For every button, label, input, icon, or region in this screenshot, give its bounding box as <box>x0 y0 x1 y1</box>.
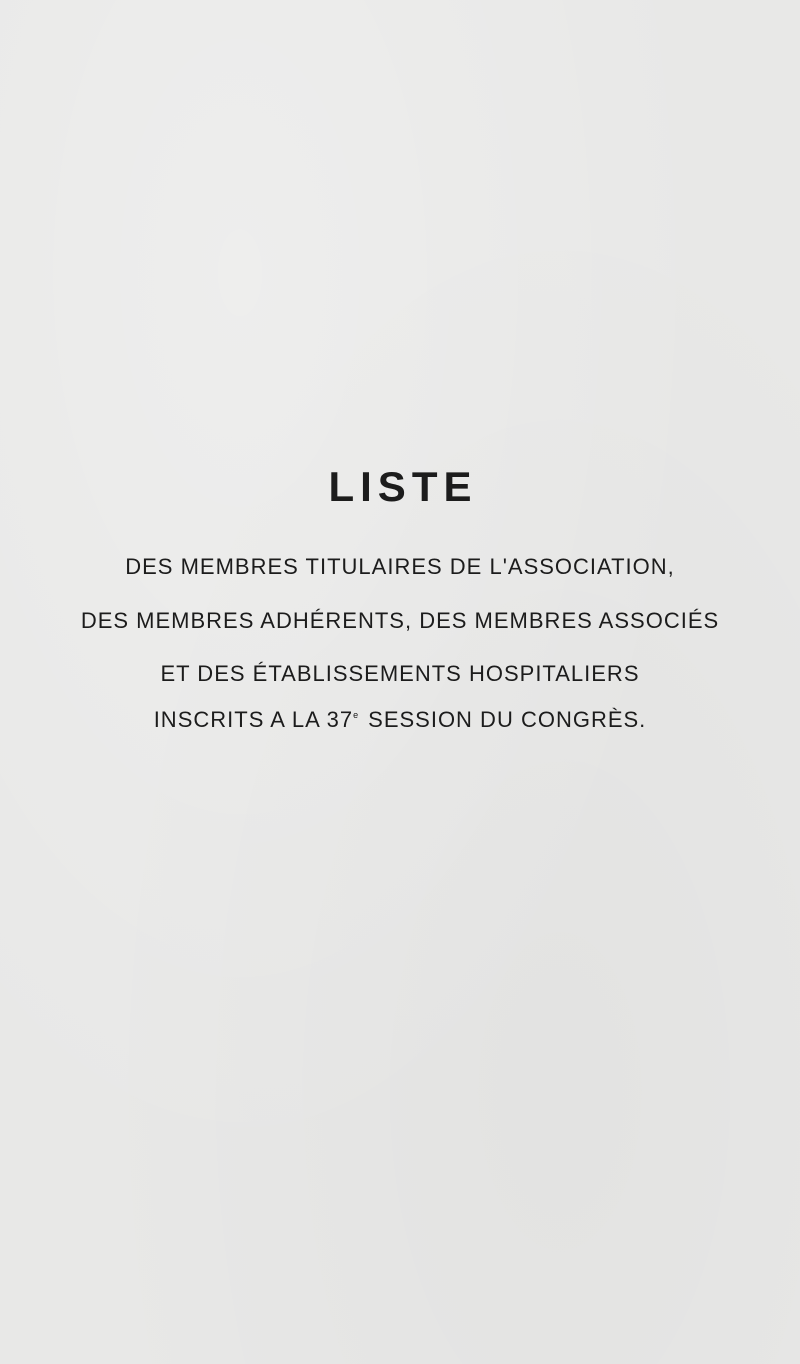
subtitle-line-4-start: INSCRITS A LA 37 <box>153 707 354 732</box>
subtitle-line-2: DES MEMBRES ADHÉRENTS, DES MEMBRES ASSOCIÉS <box>80 608 720 633</box>
subtitle-line-3: ET DES ÉTABLISSEMENTS HOSPITALIERS <box>160 661 640 686</box>
subtitle-line-4 <box>0 709 800 731</box>
page-title: LISTE <box>328 463 478 510</box>
subtitle-line-4-end: SESSION DU CONGRÈS. <box>368 707 647 732</box>
ordinal-superscript: e <box>353 710 359 720</box>
subtitle-line-1: DES MEMBRES TITULAIRES DE L'ASSOCIATION, <box>125 554 675 579</box>
